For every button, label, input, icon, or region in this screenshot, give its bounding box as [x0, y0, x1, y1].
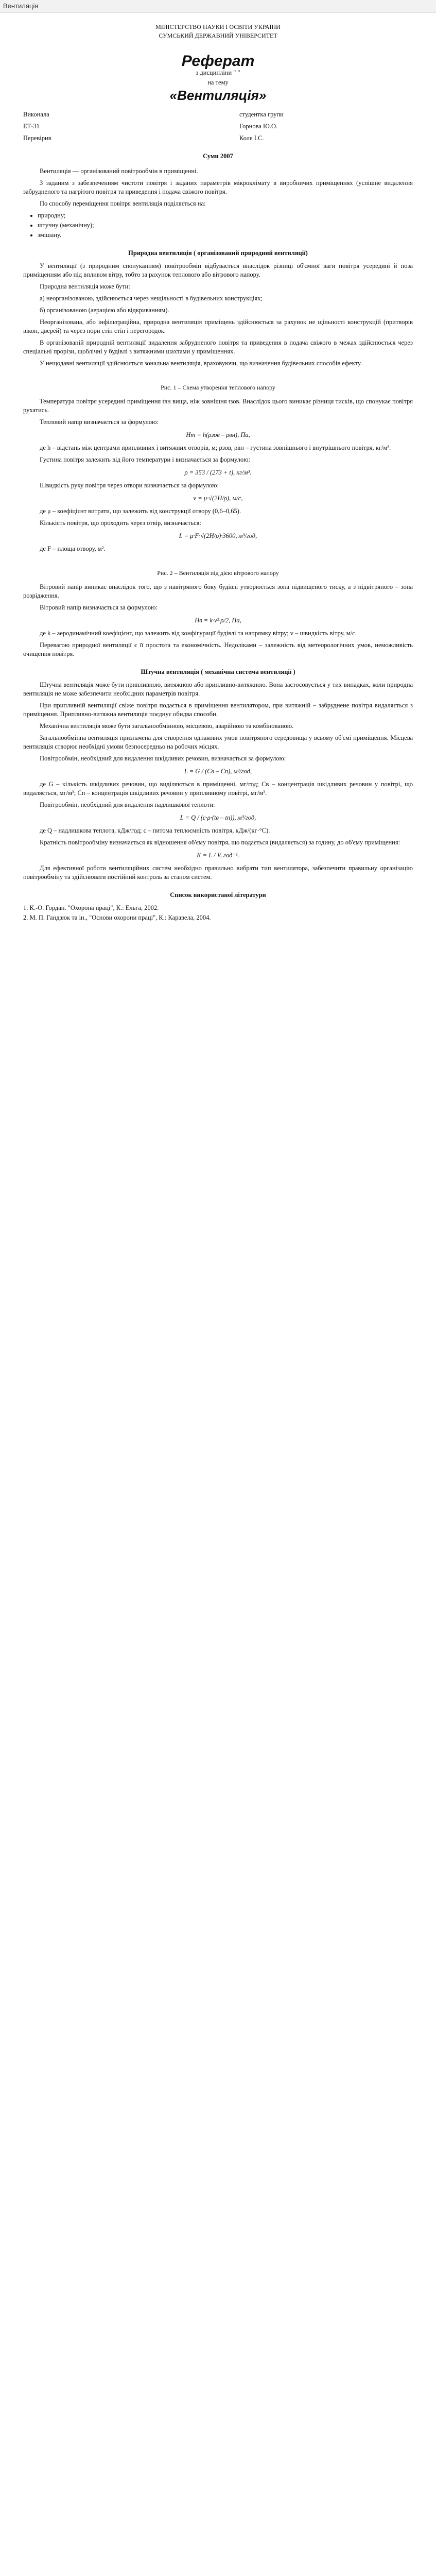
reference-item: 1. К.-О. Гордан. "Охорона праці", К.: Ельга, 2002. [23, 904, 159, 911]
paragraph: Повітрообмін, необхідний для видалення надлишкової теплоти: [40, 801, 215, 808]
paragraph: де G – кількість шкідливих речовин, що виділяються в приміщенні, мг/год; Cв – концентрація шкідливих речовин у повітрі, що видаляється, мг/м³; Cп – концентрація шкідливих речовин у припливному повітрі, мг/м³. [23, 781, 413, 796]
figure-caption-2: Рис. 2 – Вентиляція під дією вітрового напору [157, 569, 279, 577]
university-line: СУМСЬКИЙ ДЕРЖАВНИЙ УНІВЕРСИТЕТ [159, 32, 277, 39]
meta-left-2: ЕТ-31 [23, 123, 40, 130]
section-title-mechanical: Штучна вентиляція ( механічна система вентиляції ) [141, 668, 295, 675]
list-item: • штучну (механічну); [38, 221, 413, 230]
paragraph: Природна вентиляція може бути: [40, 283, 130, 290]
intro-paragraph-1: Вентиляція — організований повітрообмін в приміщенні. [40, 167, 198, 175]
browser-tab-bar [0, 0, 436, 13]
paragraph: Кількість повітря, що проходить через отвір, визначається: [40, 519, 201, 527]
section-title-natural: Природна вентиляція ( організований природний вентиляції) [128, 249, 308, 257]
formula: L = μ·F·√(2H/ρ)·3600, м³/год, [179, 532, 257, 539]
formula: L = Q / (c·ρ·(tв – tп)), м³/год, [180, 814, 256, 821]
list-item: • змішану. [38, 231, 413, 240]
paragraph: а) неорганізованою, здійснюється через нещільності в будівельних конструкціях; [40, 295, 263, 302]
reference-item: 2. М. П. Гандзюк та ін., "Основи охорони праці", К.: Каравела, 2004. [23, 914, 211, 921]
paragraph: Для ефективної роботи вентиляційних систем необхідно правильно вибрати тип вентилятора, забезпечити правильну організацію повітрообміну та здійснювати постійний контроль за станом систем. [23, 865, 413, 880]
paragraph: де Q – надлишкова теплота, кДж/год; c – питома теплоємність повітря, кДж/(кг·°C). [40, 827, 270, 834]
report-title: Реферат [181, 53, 255, 70]
ventilation-types-list [38, 211, 413, 240]
paragraph: Повітрообмін, необхідний для видалення шкідливих речовин, визначається за формулою: [40, 755, 286, 762]
paragraph: Швидкість руху повітря через отвори визначається за формулою: [40, 482, 219, 489]
formula: K = L / V, год⁻¹. [197, 852, 239, 859]
paragraph: Температура повітря усередині приміщення tвн вища, ніж зовнішня tзов. Внаслідок цього виникає різниця тисків, що спонукає повітря рухатись. [23, 398, 413, 414]
paragraph: Неорганізована, або інфільтраційна, природна вентиляція приміщень здійснюється за рахунок не щільності конструкцій (притворів вікон, дверей) та через пори стін стін і перегородок. [23, 318, 413, 334]
figure-caption-1: Рис. 1 – Схема утворення теплового напору [161, 384, 275, 391]
meta-right-3: Коле І.С. [239, 134, 264, 142]
meta-right-1: студентка групи [239, 111, 284, 118]
meta-left-3: Перевірив [23, 134, 51, 142]
formula: Нв = k·v²·ρ/2, Па, [195, 617, 241, 624]
paragraph: Механічна вентиляція може бути загальнообмінною, місцевою, аварійною та комбінованою. [40, 722, 294, 730]
paragraph: Перевагою природної вентиляції є її простота та економічність. Недоліками – залежність від метеорологічних умов, неможливість очищення повітря. [23, 641, 413, 657]
references-title: Список використаної літератури [170, 891, 266, 899]
meta-left-1: Виконала [23, 111, 49, 118]
tab-title[interactable]: Вентиляція [3, 2, 39, 10]
ministry-line: МІНІСТЕРСТВО НАУКИ І ОСВІТИ УКРАЇНИ [155, 23, 281, 30]
paragraph: де F – площа отвору, м². [40, 545, 106, 552]
meta-right-2: Горнова Ю.О. [239, 123, 278, 130]
paragraph: Тепловий напір визначається за формулою: [40, 418, 159, 426]
paragraph: Вітровий напір визначається за формулою: [40, 604, 158, 611]
paragraph: де h – відстань між центрами припливних і витяжних отворів, м; ρзов, ρвн – густина зовнішнього і внутрішнього повітря, кг/м³. [40, 444, 391, 451]
paragraph: У вентиляції (з природним спонуканням) повітрообмін відбувається внаслідок різниці об'ємної ваги повітря усередині й поза приміщенням або під впливом вітру, тобто за рахунок теплового або вітрового напору. [23, 262, 413, 278]
city-year: Суми 2007 [203, 152, 233, 160]
paragraph: В організованій природній вентиляції видалення забрудненого повітря та приведення в подача свіжого в межах здійснюється через спеціальні прорізи, щоблічні у будівлі з витяжними шахтами у приміщеннях. [23, 339, 413, 355]
formula: L = G / (Cв – Cп), м³/год, [184, 768, 252, 775]
paragraph: б) організованою (аерацією або відкриванням). [40, 307, 169, 314]
institution-header [23, 23, 413, 40]
list-item: • природну; [38, 211, 413, 220]
formula: v = μ·√(2H/ρ), м/с, [193, 495, 243, 502]
paragraph: У нещодавні вентиляції здійснюється зональна вентиляція, враховуючи, що визначення будівельних способів ефекту. [40, 360, 362, 367]
paragraph: Штучна вентиляція може бути припливною, витяжною або припливно-витяжною. Вона застосовується у тих випадках, коли природна вентиляція не може забезпечити необхідних параметрів повітря. [23, 681, 413, 697]
paragraph: Кратність повітрообміну визначається як відношення об'єму повітря, що подається (видаляється) за годину, до об'єму приміщення: [40, 839, 400, 846]
paragraph: де μ – коефіцієнт витрати, що залежить від конструкції отвору (0,6–0,65). [40, 507, 241, 515]
author-block [23, 110, 413, 143]
discipline-line: з дисципліни " " [196, 69, 240, 76]
paragraph: Густина повітря залежить від його температури і визначається за формулою: [40, 456, 250, 463]
intro-paragraph-3: По способу переміщення повітря вентиляція поділяється на: [40, 200, 206, 207]
topic-label: на тему [207, 79, 229, 86]
document [23, 23, 413, 923]
paragraph: де k – аеродинамічний коефіцієнт, що залежить від конфігурації будівлі та напрямку вітру; v – швидкість вітру, м/с. [40, 630, 357, 637]
intro-paragraph-2: З заданим з забезпеченням чистоти повітря і заданих параметрів мікроклімату в виробничих приміщеннях (успішне видалення забрудненого та нагрітого повітря та приведення і подача свіжого повітря. [23, 179, 413, 195]
paragraph: Вітровий напір виникає внаслідок того, що з навітряного боку будівлі утворюється зона підвищеного тиску, а з підвітряного – зона розрідження. [23, 583, 413, 599]
paragraph: Загальнообмінна вентиляція призначена для створення однакових умов повітряного середовища у всьому об'ємі приміщення. Місцева вентиляція створює необхідні умови безпосередньо на робочих місцях. [23, 734, 413, 750]
page [0, 12, 436, 2576]
paragraph: При припливній вентиляції свіже повітря подається в приміщення вентилятором, при витяжній – забруднене повітря видаляється з приміщення. Припливно-витяжна вентиляція поєднує обидва способи. [23, 702, 413, 718]
topic-title: «Вентиляція» [169, 88, 267, 103]
formula: Нт = h(ρзов – ρвн), Па, [186, 431, 250, 438]
formula: ρ = 353 / (273 + t), кг/м³. [184, 469, 252, 476]
